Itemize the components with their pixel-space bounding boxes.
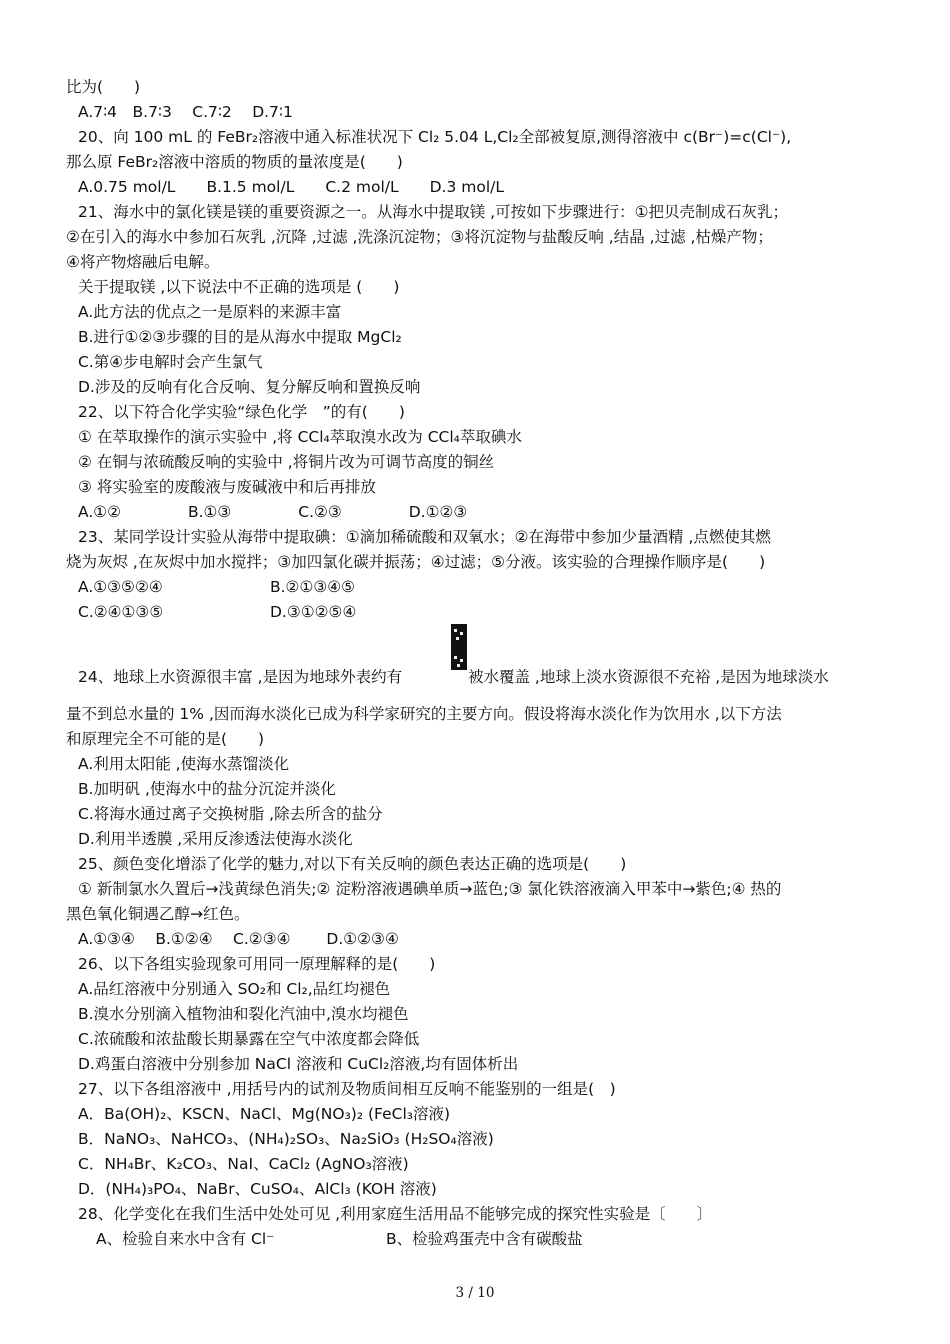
answer-option: A.利用太阳能 ,使海水蒸馏淡化 (78, 755, 290, 773)
answer-option: B.溴水分别滴入植物油和裂化汽油中,溴水均褪色 (78, 1005, 409, 1023)
question-21: 21、海水中的氯化镁是镁的重要资源之一。从海水中提取镁 ,可按如下步骤进行：①把贝壳制成石灰乳； (78, 203, 788, 221)
text-line: ③ 将实验室的废酸液与废碱液中和后再排放 (78, 478, 376, 496)
text-line: 那么原 FeBr₂溶液中溶质的物质的量浓度是( ) (66, 153, 403, 171)
text-line: 被水覆盖 ,地球上淡水资源很不充裕 ,是因为地球淡水 (468, 668, 829, 686)
question-23: 23、某同学设计实验从海带中提取碘：①滴加稀硫酸和双氧水；②在海带中参加少量酒精 ,点燃使其燃 (78, 528, 771, 546)
answer-option: A．Ba(OH)₂、KSCN、NaCl、Mg(NO₃)₂ (FeCl₃溶液) (78, 1105, 451, 1123)
question-22: 22、以下符合化学实验“绿色化学 ”的有( ) (78, 403, 405, 421)
answer-option: C.浓硫酸和浓盐酸长期暴露在空气中浓度都会降低 (78, 1030, 420, 1048)
answer-option: A.此方法的优点之一是原料的来源丰富 (78, 303, 342, 321)
answer-option: C.②④①③⑤ (78, 603, 164, 621)
answer-option: D.涉及的反响有化合反响、复分解反响和置换反响 (78, 378, 421, 396)
text-line: ④将产物熔融后电解。 (66, 253, 220, 271)
answer-option: A、检验自来水中含有 Cl⁻ (96, 1230, 275, 1248)
answer-option: D.利用半透膜 ,采用反渗透法使海水淡化 (78, 830, 353, 848)
page-number: 3 / 10 (455, 1285, 495, 1301)
answer-option: B.加明矾 ,使海水中的盐分沉淀并淡化 (78, 780, 336, 798)
question-26: 26、以下各组实验现象可用同一原理解释的是( ) (78, 955, 436, 973)
answer-option: D.③①②⑤④ (270, 603, 357, 621)
text-line: 关于提取镁 ,以下说法中不正确的选项是 ( ) (78, 278, 400, 296)
text-line: ① 新制氯水久置后→浅黄绿色消失;② 淀粉溶液遇碘单质→蓝色;③ 氯化铁溶液滴入甲苯中→紫色;④ 热的 (78, 880, 782, 898)
question-25: 25、颜色变化增添了化学的魅力,对以下有关反响的颜色表达正确的选项是( ) (78, 855, 627, 873)
answer-options: A.7∶4 B.7∶3 C.7∶2 D.7∶1 (78, 103, 293, 121)
answer-option: B.进行①②③步骤的目的是从海水中提取 MgCl₂ (78, 328, 402, 346)
question-28: 28、化学变化在我们生活中处处可见 ,利用家庭生活用品不能够完成的探究性实验是〔 〕 (78, 1205, 713, 1223)
answer-option: D．(NH₄)₃PO₄、NaBr、CuSO₄、AlCl₃ (KOH 溶液) (78, 1180, 437, 1198)
answer-option: C.将海水通过离子交换树脂 ,除去所含的盐分 (78, 805, 383, 823)
question-20: 20、向 100 mL 的 FeBr₂溶液中通入标准状况下 Cl₂ 5.04 L,Cl₂全部被复原,测得溶液中 c(Br⁻)=c(Cl⁻), (78, 128, 792, 146)
text-line: 量不到总水量的 1% ,因而海水淡化已成为科学家研究的主要方向。假设将海水淡化作为饮用水 ,以下方法 (66, 705, 782, 723)
answer-options: A.①③④ B.①②④ C.②③④ D.①②③④ (78, 930, 399, 948)
text-line: 比为( ) (66, 78, 141, 96)
fraction-image (451, 624, 467, 670)
answer-option: C.第④步电解时会产生氯气 (78, 353, 263, 371)
answer-option: B、检验鸡蛋壳中含有碳酸盐 (386, 1230, 583, 1248)
text-line: 烧为灰烬 ,在灰烬中加水搅拌；③加四氯化碳并振荡；④过滤；⑤分液。该实验的合理操作顺序是( ) (66, 553, 766, 571)
question-24: 24、地球上水资源很丰富 ,是因为地球外表约有 (78, 668, 403, 686)
text-line: 黑色氧化铜遇乙醇→红色。 (66, 905, 250, 923)
text-line: 和原理完全不可能的是( ) (66, 730, 265, 748)
answer-option: A.①③⑤②④ (78, 578, 163, 596)
question-27: 27、以下各组溶液中 ,用括号内的试剂及物质间相互反响不能鉴别的一组是( ) (78, 1080, 616, 1098)
text-line: ②在引入的海水中参加石灰乳 ,沉降 ,过滤 ,洗涤沉淀物；③将沉淀物与盐酸反响 ,结晶 ,过滤 ,枯燥产物； (66, 228, 773, 246)
text-line: ② 在铜与浓硫酸反响的实验中 ,将铜片改为可调节高度的铜丝 (78, 453, 495, 471)
text-line: ① 在萃取操作的演示实验中 ,将 CCl₄萃取溴水改为 CCl₄萃取碘水 (78, 428, 522, 446)
answer-option: C．NH₄Br、K₂CO₃、NaI、CaCl₂ (AgNO₃溶液) (78, 1155, 409, 1173)
answer-option: D.鸡蛋白溶液中分别参加 NaCl 溶液和 CuCl₂溶液,均有固体析出 (78, 1055, 519, 1073)
answer-options: A.0.75 mol/L B.1.5 mol/L C.2 mol/L D.3 mol/L (78, 178, 505, 196)
answer-option: A.品红溶液中分别通入 SO₂和 Cl₂,品红均褪色 (78, 980, 391, 998)
answer-option: B.②①③④⑤ (270, 578, 356, 596)
answer-options: A.①② B.①③ C.②③ D.①②③ (78, 503, 468, 521)
answer-option: B．NaNO₃、NaHCO₃、(NH₄)₂SO₃、Na₂SiO₃ (H₂SO₄溶液) (78, 1130, 494, 1148)
